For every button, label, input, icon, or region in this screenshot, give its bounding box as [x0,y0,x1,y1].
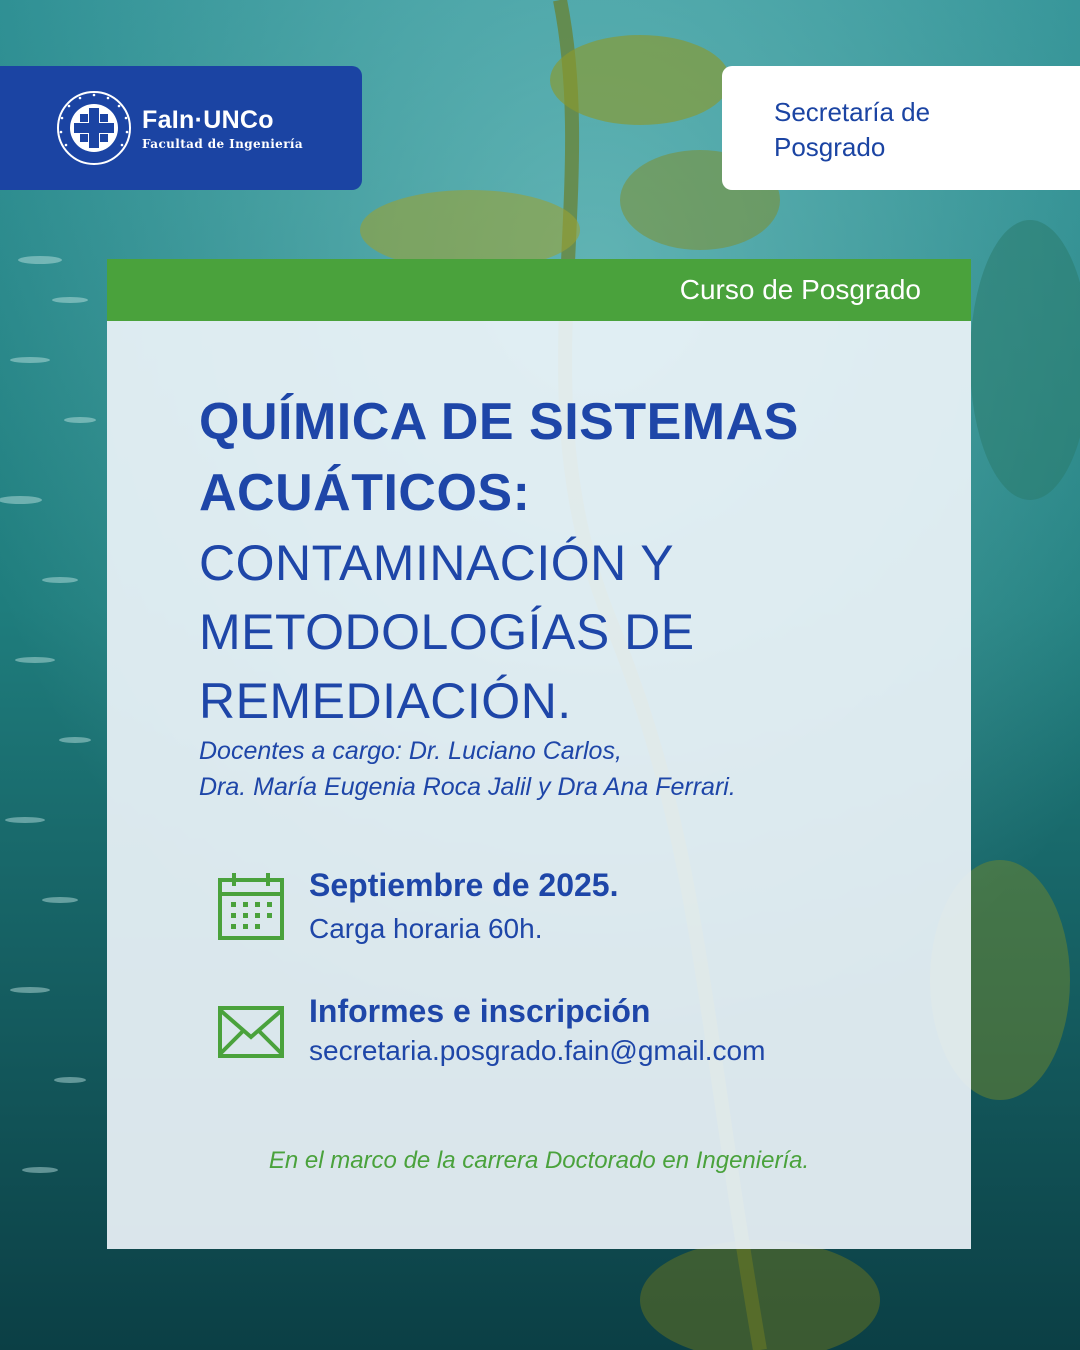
contact-info-row [217,993,917,1073]
secretaria-line-2: Posgrado [774,132,886,162]
faculty-logo-block [0,66,362,190]
faculty-logo-name: FaIn·UNCo [142,105,274,134]
teachers-line-2: Dra. María Eugenia Roca Jalil y Dra Ana Ferrari. [199,773,736,801]
date-info-row [217,867,917,947]
course-title-line-1: QUÍMICA DE SISTEMAS [199,393,799,451]
course-title-subtitle [199,529,939,736]
contact-heading: Informes e inscripción [309,993,651,1029]
course-type-badge: Curso de Posgrado [107,259,971,321]
program-footer-note: En el marco de la carrera Doctorado en Ingeniería. [268,1147,810,1174]
course-subtitle-line-2: METODOLOGÍAS DE [199,604,695,660]
course-hours: Carga horaria 60h. [309,913,543,944]
course-title-line-2: ACUÁTICOS: [199,464,531,522]
course-date: Septiembre de 2025. [309,867,619,903]
envelope-icon [217,1005,285,1059]
course-teachers [199,733,939,805]
course-title-main [199,387,939,529]
teachers-line-1: Docentes a cargo: Dr. Luciano Carlos, [199,737,622,765]
secretaria-line-1: Secretaría de [774,97,931,127]
course-subtitle-line-3: REMEDIACIÓN. [199,673,572,729]
secretaria-label-block [722,66,1080,190]
course-info-card [107,259,971,1249]
faculty-logo-subtitle: Facultad de Ingeniería [142,136,304,151]
course-subtitle-line-1: CONTAMINACIÓN Y [199,535,675,591]
contact-email-link[interactable]: secretaria.posgrado.fain@gmail.com [309,1035,766,1066]
university-seal-icon [56,90,132,166]
calendar-icon [217,871,285,941]
